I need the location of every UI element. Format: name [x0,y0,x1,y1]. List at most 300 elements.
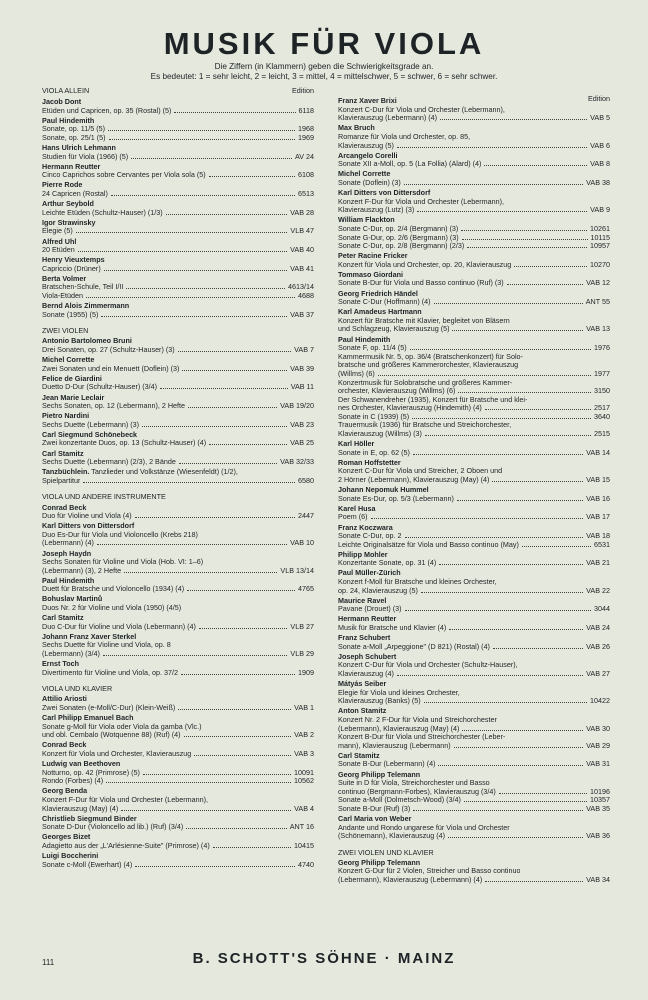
work-title: nes Orchester, Klavierauszug (Hindemith) (4) [338,404,482,413]
entry-line [338,325,610,334]
catalog-entry [338,440,610,457]
dot-leader [97,544,287,545]
entry-line [338,689,610,698]
composer-name: Franz Schubert [338,633,391,643]
entry-line [42,805,314,814]
edition-number: 10115 [590,232,610,242]
dot-leader [378,375,591,376]
work-title: Elegie (5) [42,227,73,236]
work-title: Konzert Nr. 2 F-Dur für Viola und Streichorchester [338,715,497,724]
catalog-entry [42,394,314,411]
composer-name: Felice de Giardini [42,373,102,383]
work-title: Sonate XII a-Moll, op. 5 (La Follia) (Alard) (4) [338,160,482,169]
work-title: (Lebermann) (3), 2 Hefte [42,566,122,575]
composer-name: Michel Corrette [42,355,95,365]
work-title: und Schlagzeug, Klavierauszug (5) [338,325,450,334]
work-title: Duos Nr. 2 für Violine und Viola (1950) (4/5) [42,604,182,613]
catalog-section [338,87,610,841]
work-title: Notturno, op. 42 (Primrose) (5) [42,768,140,777]
dot-leader [106,782,291,783]
catalog-entry [42,431,314,448]
edition-number: ANT 55 [585,297,610,307]
dot-leader [103,655,287,656]
dot-leader [449,629,583,630]
composer-name: Roman Hoffstetter [338,457,401,467]
edition-number: VAB 15 [586,475,610,485]
edition-number: VAB 11 [290,382,314,392]
edition-number: 6513 [298,189,314,199]
entry-line [42,823,314,832]
entry-line [42,153,314,162]
dot-leader [76,232,288,233]
catalog-entry [42,375,314,392]
composer-name: Carl Philipp Emanuel Bach [42,713,134,723]
catalog-entry [42,302,314,319]
edition-number: VAB 7 [294,345,314,355]
edition-number: VLB 13/14 [280,565,314,575]
entry-line [42,209,314,218]
work-title: Konzert C-Dur für Viola und Orchester (Lebermann), [338,105,505,114]
dot-leader [397,675,583,676]
composer-name: Johann Nepomuk Hummel [338,485,429,495]
entry-line [42,558,314,567]
entry-line [42,512,314,521]
work-title: Konzert F-Dur für Viola und Orchester (Lebermann), [42,795,209,804]
entry-line [42,402,314,411]
edition-number: 6108 [298,170,314,180]
entry-line [338,206,610,215]
catalog-entry [338,216,610,250]
entry-line [338,805,610,814]
section-heading: ZWEI VIOLEN [42,326,89,336]
dot-leader [457,500,583,501]
work-title: Sonate C-Dur (Hoffmann) (4) [338,298,431,307]
entry-line [42,539,314,548]
entry-line [338,513,610,522]
work-title: Klavierauszug (May) (4) [42,804,119,813]
work-title: und obl. Cembalo (Wotquenne 88) (Ruf) (4) [42,731,181,740]
dot-leader [179,463,277,464]
dot-leader [78,251,287,252]
dot-leader [434,303,583,304]
work-title: Konzert G-Dur für 2 Violen, Streicher und Basso continuo [338,867,521,876]
catalog-entry [42,117,314,143]
composer-name: Arcangelo Corelli [338,150,398,160]
work-title: Klavierauszug (Lutz) (3) [338,206,415,215]
composer-name: Georg Friedrich Händel [338,288,418,298]
entry-line [338,370,610,379]
entry-line [338,832,610,841]
entry-line [338,225,610,234]
work-title: Elegie für Viola und kleines Orchester, [338,688,460,697]
edition-number: VAB 31 [586,759,610,769]
edition-label: Edition [588,94,610,103]
work-title: Andante und Rondo ungarese für Viola und Orchester [338,823,510,832]
composer-name: Franz Xaver Brixi [338,96,397,106]
entry-line [338,796,610,805]
dot-leader [209,176,295,177]
entry-line [338,559,610,568]
entry-line [338,421,610,430]
entry-line [338,670,610,679]
edition-number: VAB 37 [290,309,314,319]
composer-name: Bernd Alois Zimmermann [42,301,130,311]
entry-line [338,160,610,169]
composer-name: Ludwig van Beethoven [42,759,121,769]
section-heading: VIOLA UND KLAVIER [42,684,113,694]
entry-line [338,742,610,751]
edition-number: VAB 6 [590,140,610,150]
entry-line [42,468,314,477]
catalog-entry [42,595,314,612]
section-heading: ZWEI VIOLEN UND KLAVIER [338,847,434,857]
dot-leader [143,774,291,775]
edition-number: VAB 19/20 [280,401,314,411]
catalog-entry [338,94,610,123]
entry-line [42,842,314,851]
work-title: Zwei Sonaten und ein Menuett (Doflein) (3) [42,364,180,373]
work-title: Rondo (Forbes) (4) [42,777,104,786]
composer-name: Luigi Boccherini [42,851,99,860]
dot-leader [126,288,285,289]
entry-line [338,697,610,706]
dot-leader [108,130,295,131]
dot-leader [83,482,295,483]
dot-leader [522,546,591,547]
dot-leader [413,810,583,811]
composer-name: Bohuslav Martinů [42,594,103,604]
entry-line [338,396,610,405]
work-title: Sonate F, op. 11/4 (5) [338,344,407,353]
work-title: mann), Klavierauszug (Lebermann) [338,741,451,750]
composer-name: Pierre Rode [42,180,83,190]
edition-number: 4740 [298,859,314,869]
left-column [42,87,314,869]
dot-leader [213,847,291,848]
work-title: Sechs Duette für Violine und Viola, op. 8 [42,641,171,650]
entry-line [338,379,610,388]
edition-number: 10270 [590,259,610,269]
section-heading: VIOLA UND ANDERE INSTRUMENTE [42,492,166,502]
work-title: Konzert B-Dur für Viola und Streichorchester (Leber- [338,733,506,742]
composer-name: Christlieb Siegmund Binder [42,813,137,823]
dot-leader [484,165,587,166]
edition-number: 2515 [594,429,610,439]
work-title: Duett für Bratsche und Violoncello (1934) (4) [42,585,185,594]
composer-name: Peter Racine Fricker [338,251,408,261]
work-title: Klavierauszug (Banks) (5) [338,697,421,706]
work-title: Poem (6) [338,513,368,522]
entry-line [42,623,314,632]
work-title: bratsche und größeres Kammerorchester, Klavierauszug [338,361,519,370]
edition-number: 3150 [594,386,610,396]
catalog-entry [338,752,610,769]
catalog-entry [42,633,314,659]
work-title: Sonate G-Dur, op. 2/6 (Bergmann) (3) [338,233,459,242]
section-heading: VIOLA ALLEIN [42,86,90,95]
catalog-entry [338,336,610,439]
catalog-section [42,87,314,319]
dot-leader [397,147,587,148]
dot-leader [440,119,587,120]
entry-line [42,585,314,594]
catalog-entry [338,124,610,150]
work-title: Musik für Bratsche und Klavier (4) [338,624,447,633]
edition-number: 6531 [594,539,610,549]
catalog-entry [42,219,314,236]
composer-name: Carl Stamitz [42,613,84,623]
edition-number: ANT 16 [289,822,314,832]
work-title: Sonate c-Moll (Ewerhart) (4) [42,860,133,869]
entry-line [42,750,314,759]
composer-name: Karel Husa [338,503,376,513]
entry-line [338,430,610,439]
dot-leader [178,709,291,710]
entry-line [338,142,610,151]
entry-line [338,541,610,550]
entry-line [42,477,314,486]
dot-leader [461,230,587,231]
work-title: Drei Sonaten, op. 27 (Schultz-Hauser) (3) [42,346,175,355]
edition-number: 1976 [594,343,610,353]
entry-line [338,179,610,188]
edition-number: VAB 18 [586,531,610,541]
page-number: 111 [42,958,55,967]
catalog-entry [42,337,314,354]
dot-leader [424,702,587,703]
edition-number: VLB 47 [290,226,314,236]
composer-name: Johann Franz Xaver Sterkel [42,631,137,641]
catalog-section [42,685,314,869]
entry-line [42,246,314,255]
work-title: Der Schwanendreher (1935), Konzert für Bratsche und klei- [338,395,528,404]
edition-number: VAB 41 [290,263,314,273]
work-title: Sonate C-Dur, op. 2/4 (Bergmann) (3) [338,224,459,233]
edition-number: 10415 [294,840,314,850]
catalog-entry [338,551,610,568]
catalog-entry [42,695,314,712]
edition-number: VAB 8 [590,159,610,169]
dot-leader [188,407,277,408]
catalog-entry [338,597,610,614]
edition-number: VAB 38 [586,177,610,187]
edition-number: VAB 39 [290,363,314,373]
composer-name: Philipp Mohler [338,549,388,559]
composer-name: Berta Volmer [42,273,87,283]
dot-leader [166,214,288,215]
edition-number: 10196 [590,786,610,796]
work-title: Konzert C-Dur für Viola und Orchester (Schultz-Hauser), [338,661,518,670]
work-title: orchester, Klavierauszug (Willms) (6) [338,387,456,396]
composer-name: Igor Strawinsky [42,217,96,227]
dot-leader [410,349,591,350]
dot-leader [371,518,584,519]
edition-number: VAB 29 [586,740,610,750]
composer-name: Max Bruch [338,123,375,133]
entry-line [338,234,610,243]
dot-leader [160,388,288,389]
composer-name: Georges Bizet [42,832,91,842]
dot-leader [454,747,583,748]
dot-leader [448,837,583,838]
entry-line [42,346,314,355]
right-column [338,87,610,885]
catalog-entry [42,356,314,373]
edition-number: 10957 [590,241,610,251]
catalog-entry [338,859,610,885]
composer-name: Mátyás Seiber [338,679,387,689]
dot-leader [187,590,295,591]
edition-number: VAB 3 [294,748,314,758]
edition-number: VAB 17 [586,512,610,522]
work-title: Klavierauszug (4) [338,670,394,678]
entry-line [42,439,314,448]
entry-line [42,458,314,467]
entry-line [338,661,610,670]
edition-number: 10261 [590,223,610,233]
work-title: Konzert für Viola und Orchester, op. 20, Klavierauszug [338,260,512,269]
composer-name: Carl Maria von Weber [338,814,412,823]
dot-leader [492,481,583,482]
edition-number: 1969 [298,132,314,142]
page-title: MUSIK FÜR VIOLA [163,26,485,61]
entry-line [338,353,610,362]
entry-line [338,242,610,251]
composer-name: Karl Höller [338,439,375,449]
dot-leader [86,297,295,298]
work-title: Zwei konzertante Duos, op. 13 (Schultz-Hauser) (4) [42,439,207,448]
entry-line [338,624,610,633]
edition-number: VAB 28 [290,207,314,217]
edition-number: VAB 2 [294,730,314,740]
work-title: Sonate C-Dur, op. 2/8 (Bergmann) (2/3) [338,242,465,251]
work-title: (Lebermann), Klavierauszug (May) (4) [338,724,460,733]
entry-line [338,824,610,833]
entry-line [338,867,610,876]
work-title: Sonate a-Moll (Dolmetsch-Wood) (3/4) [338,796,461,805]
catalog-entry [42,522,314,548]
intro-text-2: Es bedeutet: 1 = sehr leicht, 2 = leicht, 3 = mittel, 4 = mittelschwer, 5 = schwer, 6 = sehr schwer. [150,72,498,81]
work-title: Konzertante Sonate, op. 31 (4) [338,559,437,568]
catalog-entry [42,200,314,217]
catalog-entry [42,577,314,594]
work-title: Bratschen-Schule, Teil I/II [42,283,124,292]
edition-number: 10422 [590,696,610,706]
work-title: Konzertmusik für Solobratsche und größeres Kammer- [338,378,513,387]
composer-name: Henry Vieuxtemps [42,255,105,265]
dot-leader [413,454,583,455]
edition-number: 10562 [294,776,314,786]
dot-leader [209,444,287,445]
work-title: Klavierauszug (Lebermann) (4) [338,114,438,123]
catalog-entry [42,98,314,115]
catalog-entry [338,271,610,288]
catalog-entry [42,660,314,677]
dot-leader [109,139,295,140]
dot-leader [182,370,287,371]
entry-line [338,298,610,307]
dot-leader [452,330,583,331]
dot-leader [514,266,587,267]
catalog-entry [338,308,610,334]
work-title: Sonate, op. 25/1 (5) [42,133,106,142]
edition-number: VAB 27 [586,669,610,678]
work-title: (Lebermann), Klavierauszug (Lebermann) (4) [338,876,483,885]
dot-leader [462,239,588,240]
work-title: Sechs Sonaten für Violine und Viola (Hob. VI: 1–6) [42,558,204,567]
edition-number: VLB 27 [290,621,314,631]
composer-name: Michel Corrette [338,169,391,179]
work-title: Konzert f-Moll für Bratsche und kleines Orchester, [338,578,497,587]
edition-number: 4765 [298,584,314,594]
edition-number: 1968 [298,124,314,134]
dot-leader [405,610,591,611]
entry-line [42,134,314,143]
catalog-entry [338,524,610,550]
composer-name: Attilio Ariosti [42,694,87,704]
dot-leader [464,801,587,802]
composer-name: William Flackton [338,215,395,225]
edition-number: 3044 [594,604,610,614]
work-title: Sonate Es-Dur, op. 5/3 (Lebermann) [338,494,454,503]
composer-name: Tommaso Giordani [338,269,403,279]
dot-leader [499,793,587,794]
entry-line [338,779,610,788]
entry-line [338,133,610,142]
composer-name: Conrad Beck [42,740,87,750]
entry-line [338,261,610,270]
catalog-section [42,327,314,485]
entry-line [338,476,610,485]
work-title: Sonate a-Moll „Arpeggione" (D 821) (Rostal) (4) [338,642,490,651]
catalog-entry [338,615,610,632]
edition-number: VAB 14 [586,447,610,457]
edition-number: 4688 [298,291,314,301]
work-title: Sonate B-Dur (Ruf) (3) [338,804,411,813]
work-title: Kammermusik Nr. 5, op. 36/4 (Bratschenkonzert) für Solo- [338,352,523,361]
entry-line [338,344,610,353]
work-title: Sonate B-Dur für Viola und Basso continuo (Ruf) (3) [338,279,504,288]
edition-number: VAB 5 [590,113,610,123]
entry-line [338,643,610,652]
dot-leader [467,247,587,248]
composer-name: Ernst Toch [42,659,80,669]
work-title: Duetto D-Dur (Schultz-Hauser) (3/4) [42,383,158,392]
catalog-entry [338,459,610,485]
edition-number: VAB 24 [586,623,610,633]
entry-line [338,413,610,422]
entry-line [42,567,314,576]
entry-line [42,669,314,678]
work-title: 24 Capricen (Rostal) [42,190,108,199]
catalog-entry [338,152,610,169]
composer-name: Karl Ditters von Dittersdorf [42,521,135,531]
composer-name: Karl Ditters von Dittersdorf [338,188,431,198]
catalog-entry [42,450,314,467]
work-title: Spielpartitur [42,476,81,485]
work-title: Divertimento für Violine und Viola, op. 37/2 [42,668,178,677]
work-title: Duo für Violine und Viola (4) [42,512,132,521]
edition-number: 10091 [294,767,314,777]
entry-line [338,387,610,396]
catalog-entry [42,144,314,161]
edition-number: VAB 9 [590,205,610,215]
edition-number: 4613/14 [288,282,314,292]
entry-line [42,769,314,778]
work-title: Capriccio (Drüner) [42,264,101,273]
dot-leader [439,564,583,565]
catalog-entry [42,412,314,429]
